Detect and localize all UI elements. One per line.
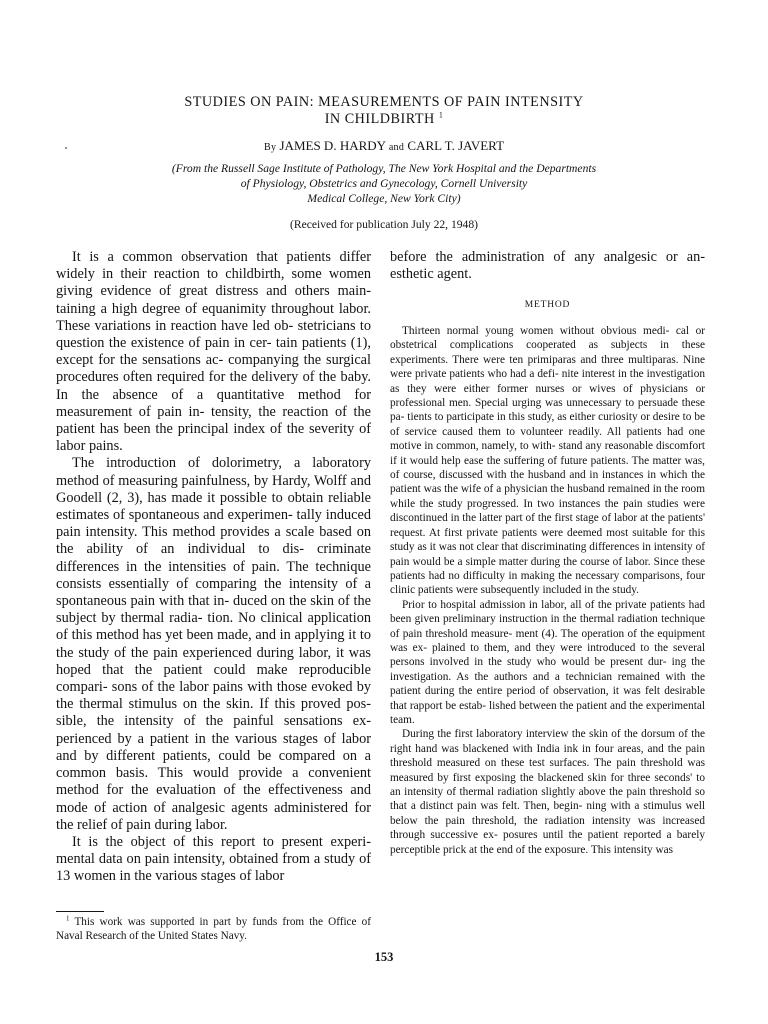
author-1: JAMES D. HARDY — [279, 138, 386, 153]
body-paragraph: The introduction of dolorimetry, a laboratory method of measuring painfulness, by Hardy, Wolff and Goodell (2, 3), has made it possible to obtain reliable estimates of spontaneous and experimen- tally induced pain intensity. This method provides a scale based on the ability of an individual to dis- criminate differences in the intensities of pain. The technique consists essentially of comparing the intensity of a spontaneous pain with that in- duced on the skin of the subject by thermal radia- tion. No clinical application of this method has yet been made, and in applying it to the study of the pain experienced during labor, it was hoped that the patient could make reproducible compari- sons of the labor pains with those evoked by the thermal stimulus on the skin. If this proved pos- sible, the intensity of the painful sensations ex- perienced by a patient in the various stages of labor and by different patients, could be compared on a common basis. This would provide a convenient method for the evaluation of the effectiveness and mode of action of analgesic agents administered for the relief of pain during labor. — [56, 455, 371, 833]
right-column-continuation — [390, 249, 705, 283]
body-paragraph: It is the object of this report to present experi- mental data on pain intensity, obtained from a study of 13 women in the various stages of labor — [56, 833, 371, 885]
footnote — [56, 915, 371, 943]
method-paragraph: Prior to hospital admission in labor, all of the private patients had been given preliminary instruction in the thermal radiation technique of pain threshold measure- ment (4). The operation of the equipment was ex- plained to them, and they were introduced to the several persons involved in the study who would be present dur- ing the investigation. As the authors and a technician remained with the patient during the entire period of observation, it was felt desirable that rapport be estab- lished between the patient and the experimental team. — [390, 598, 705, 726]
method-paragraph: Thirteen normal young women without obvious medi- cal or obstetrical complications cooperated as subjects in these experiments. There were ten primiparas and three multiparas. Nine were private patients who had a defi- nite interest in the investigation as they were either former nurses or wives of physicians or professional men. Special urging was unnecessary to persuade these pa- tients to participate in this study, as either curiosity or desire to be of service caused them to volunteer readily. All patients had one motive in common, namely, to with- stand any reasonable discomfort if it would help ease the suffering of future patients. The matter was, of course, discussed with the husband and in instances in which the patient was the wife of a physician the husband remained in the room while the study progressed. In two instances the pain studies were discontinued in the latter part of the first stage of labor at the patients' request. At first private patients were deemed most suitable for this study as it was not clear that discriminating differences in intensity of pain would be a simple matter during the course of labor. Since these patients had no difficulty in making the necessary comparisons, four clinic patients were subsequently included in the study. — [390, 325, 705, 597]
title-footnote-marker: 1 — [438, 110, 444, 120]
continuation-paragraph: before the administration of any analgesic or an- esthetic agent. — [390, 249, 705, 283]
received-date: (Received for publication July 22, 1948) — [289, 218, 479, 231]
footnote-rule — [56, 911, 104, 912]
method-section — [390, 324, 705, 857]
affiliation-line-3: Medical College, New York City) — [307, 192, 461, 205]
title-text-1: STUDIES ON PAIN: MEASUREMENTS OF PAIN INTENSITY — [184, 94, 584, 110]
section-heading-method: METHOD — [524, 300, 571, 310]
body-paragraph: It is a common observation that patients differ widely in their reaction to childbirth, some women giving evidence of great distress and others main- taining a high degree of equanimity throughout labor. These variations in reaction have led ob- stetricians to question the existence of pain in cer- tain patients (1), except for the sensations ac- companying the surgical procedures often required for the delivery of the baby. In the absence of a quantitative method for measurement of pain in- tensity, the reaction of the patient has been the principal index of the severity of labor pains. — [56, 249, 371, 455]
method-paragraph: During the first laboratory interview the skin of the dorsum of the right hand was blackened with India ink in four areas, and the pain threshold measured on these test surfaces. The pain threshold was measured by first exposing the blackened skin for three seconds' to an intensity of thermal radiation slightly above the pain threshold so that a distinct pain was felt. Then, begin- ning with a stimulus well below the pain threshold, the radiation intensity was increased through successive ex- posures until the patient reported a barely perceptible prick at the end of the exposure. This intensity was — [390, 728, 705, 856]
left-column — [56, 249, 371, 886]
title-text-2: IN CHILDBIRTH — [324, 111, 435, 127]
byline — [0, 138, 768, 156]
footnote-marker: 1 — [66, 914, 70, 923]
article-title-line-2 — [0, 110, 768, 128]
affiliation-line-1: (From the Russell Sage Institute of Pathology, The New York Hospital and the Departments — [171, 162, 597, 175]
byline-by: By — [263, 142, 277, 153]
affiliation-line-2: of Physiology, Obstetrics and Gynecology, Cornell University — [240, 177, 528, 190]
byline-and: and — [388, 142, 405, 153]
footnote-text: This work was supported in part by funds from the Office of Naval Research of the United States Navy. — [56, 916, 371, 942]
page-number: 153 — [374, 950, 394, 964]
author-2: CARL T. JAVERT — [407, 138, 505, 153]
article-title-line-1 — [0, 93, 768, 111]
